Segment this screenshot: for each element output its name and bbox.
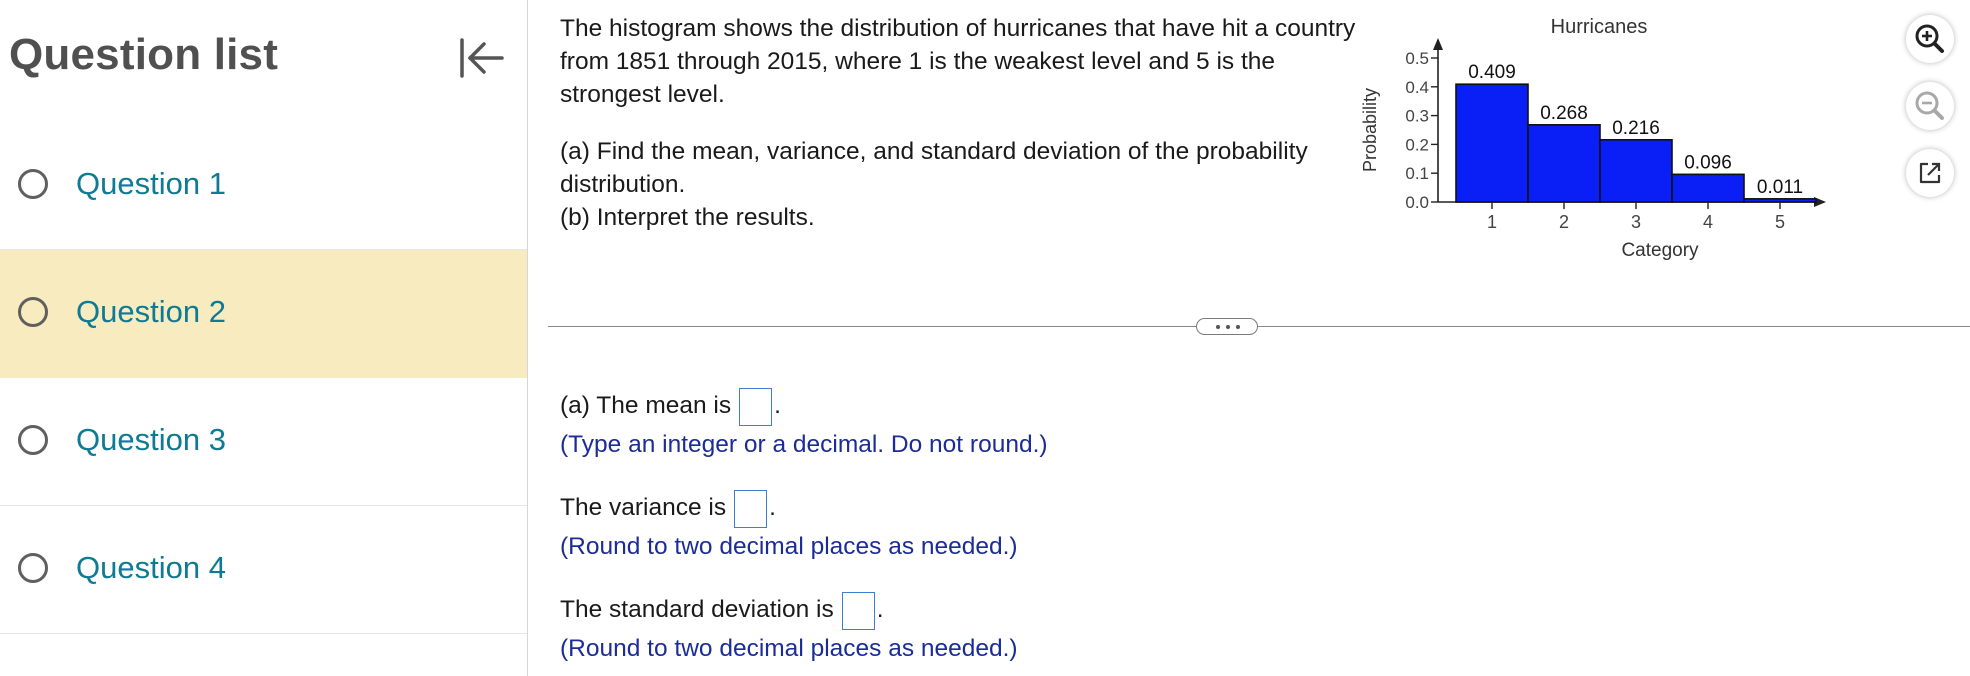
question-list-item-2[interactable] — [0, 250, 527, 378]
y-tick-label: 0.1 — [1405, 164, 1429, 184]
zoom-out-button[interactable] — [1906, 82, 1954, 130]
question-part-a: (a) Find the mean, variance, and standard deviation of the probability distribution. — [560, 138, 1308, 198]
answer-mean — [560, 384, 1048, 462]
external-link-icon — [1906, 149, 1954, 197]
question-list-sidebar — [0, 0, 528, 676]
question-list-item-1[interactable] — [0, 122, 527, 250]
question-list-item-3[interactable] — [0, 378, 527, 506]
chart-title: Hurricanes — [1550, 16, 1648, 38]
y-tick-label: 0.0 — [1405, 193, 1429, 212]
question-link-label: Question 4 — [76, 550, 226, 585]
histogram-bar — [1672, 174, 1744, 202]
mean-period: . — [774, 392, 781, 419]
bar-value-label: 0.096 — [1684, 152, 1732, 174]
y-tick-label: 0.3 — [1405, 106, 1429, 126]
y-tick-label: 0.4 — [1405, 77, 1429, 97]
chart-y-axis-label: Probability — [1360, 87, 1380, 173]
std-hint: (Round to two decimal places as needed.) — [560, 635, 1018, 662]
question-stem — [560, 12, 1360, 234]
std-input[interactable] — [842, 592, 875, 630]
variance-period: . — [769, 494, 776, 521]
pane-resize-handle[interactable] — [1196, 318, 1258, 335]
question-link-label: Question 2 — [76, 294, 226, 329]
variance-input[interactable] — [734, 490, 767, 528]
sidebar-header — [0, 0, 527, 118]
x-tick-label: 3 — [1630, 212, 1642, 232]
radio-circle-icon — [18, 553, 48, 583]
figure-tools — [1883, 0, 1963, 220]
answer-variance — [560, 486, 1018, 564]
bar-value-label: 0.409 — [1468, 62, 1516, 84]
zoom-out-icon — [1906, 82, 1954, 130]
variance-prompt: The variance is — [560, 494, 727, 521]
histogram-bar — [1456, 84, 1528, 202]
collapse-sidebar-button[interactable] — [452, 30, 508, 86]
std-period: . — [876, 596, 884, 623]
question-link-label: Question 3 — [76, 422, 226, 457]
collapse-left-icon — [452, 30, 508, 86]
chart-x-axis-label: Category — [1621, 240, 1699, 261]
zoom-in-button[interactable] — [1906, 15, 1954, 63]
question-list-item-4[interactable] — [0, 506, 527, 634]
histogram-bar — [1744, 199, 1816, 202]
std-prompt: The standard deviation is — [560, 596, 834, 623]
histogram-bar — [1600, 140, 1672, 202]
bar-value-label: 0.216 — [1612, 117, 1660, 139]
sidebar-title: Question list — [9, 30, 279, 79]
hurricanes-histogram — [1356, 0, 1936, 270]
x-tick-label: 2 — [1558, 212, 1570, 232]
question-link-label: Question 1 — [76, 166, 226, 201]
variance-hint: (Round to two decimal places as needed.) — [560, 533, 1018, 560]
mean-input[interactable] — [739, 388, 772, 426]
histogram-svg — [1356, 0, 1936, 270]
bars-layer — [1456, 62, 1816, 202]
zoom-in-icon — [1906, 15, 1954, 63]
y-tick-label: 0.2 — [1405, 135, 1429, 155]
bar-value-label: 0.011 — [1756, 176, 1804, 198]
radio-circle-icon — [18, 297, 48, 327]
radio-circle-icon — [18, 169, 48, 199]
x-tick-label: 4 — [1702, 212, 1714, 232]
x-tick-label: 1 — [1486, 212, 1498, 232]
x-tick-label: 5 — [1774, 212, 1786, 232]
bar-value-label: 0.268 — [1540, 102, 1588, 124]
question-content — [528, 0, 1970, 676]
mean-hint: (Type an integer or a decimal. Do not round.) — [560, 431, 1048, 458]
radio-circle-icon — [18, 425, 48, 455]
histogram-bar — [1528, 125, 1600, 202]
answer-std — [560, 588, 1018, 666]
pane-divider — [548, 326, 1970, 327]
question-intro: The histogram shows the distribution of hurricanes that have hit a country from 1851 through 2015, where 1 is the weakest level and 5 is the strongest level. — [560, 15, 1356, 108]
question-part-b: (b) Interpret the results. — [560, 204, 815, 231]
mean-prompt: (a) The mean is — [560, 392, 732, 419]
open-external-button[interactable] — [1906, 149, 1954, 197]
y-tick-label: 0.5 — [1405, 49, 1429, 68]
